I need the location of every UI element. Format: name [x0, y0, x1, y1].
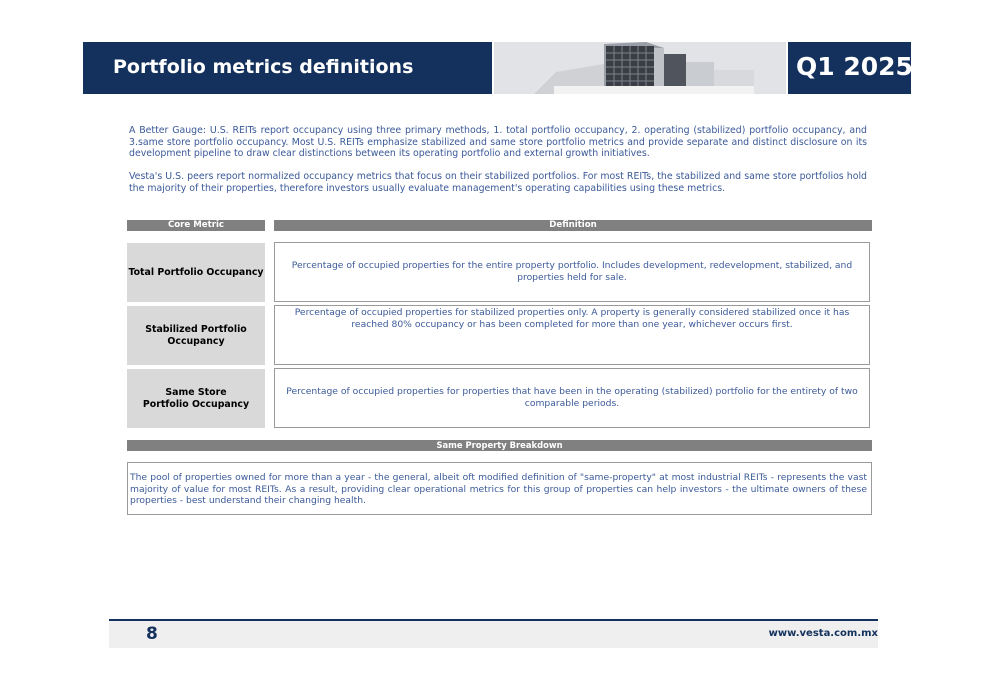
- definition-text: Percentage of occupied properties for stabilized properties only. A property is generally considered stabilized once it has reached 80% occupancy or has been completed for more than one year, whichever occurs first.: [294, 307, 850, 330]
- definition-text: Percentage of occupied properties for the entire property portfolio. Includes development, redevelopment, stabilized, and properties held for sale.: [291, 260, 853, 283]
- intro-paragraph-2: Vesta's U.S. peers report normalized occupancy metrics that focus on their stabilized portfolios. For most REITs, the stabilized and same store portfolios hold the majority of their properties, therefore investors usually evaluate management's operating capabilities using these metrics.: [129, 171, 867, 194]
- website-link[interactable]: www.vesta.com.mx: [768, 628, 878, 639]
- metric-total-portfolio: Total Portfolio Occupancy: [127, 243, 265, 302]
- core-metric-header: Core Metric: [127, 220, 265, 231]
- definition-stabilized-portfolio: [274, 305, 870, 365]
- same-property-header: Same Property Breakdown: [127, 440, 872, 451]
- page-number: 8: [146, 624, 158, 644]
- metric-same-store-portfolio: Same Store Portfolio Occupancy: [127, 369, 265, 428]
- definition-same-store-portfolio: [274, 368, 870, 428]
- definition-header: Definition: [274, 220, 872, 231]
- building-image: [494, 42, 786, 94]
- quarter-label: Q1 2025: [796, 52, 913, 81]
- definition-total-portfolio: [274, 242, 870, 302]
- page-title: Portfolio metrics definitions: [113, 56, 414, 78]
- intro-paragraph-1: A Better Gauge: U.S. REITs report occupancy using three primary methods, 1. total portfolio occupancy, 2. operating (stabilized) portfolio occupancy, and 3.same store portfolio occupancy. Most U.S. REITs emphasize stabilized and same store portfolio metrics and provide separate and distinct disclosure on its development pipeline to draw clear distinctions between its operating portfolio and external growth initiatives.: [129, 125, 867, 160]
- same-property-text: The pool of properties owned for more than a year - the general, albeit oft modified definition of "same-property" at most industrial REITs - represents the vast majority of value for most REITs. As a result, providing clear operational metrics for this group of properties can help investors - the ultimate owners of these properties - best understand their changing health.: [127, 462, 872, 515]
- definition-text: Percentage of occupied properties for properties that have been in the operating (stabilized) portfolio for the entirety of two comparable periods.: [286, 386, 858, 409]
- footer-bar: [109, 621, 878, 648]
- metric-stabilized-portfolio: Stabilized Portfolio Occupancy: [127, 306, 265, 365]
